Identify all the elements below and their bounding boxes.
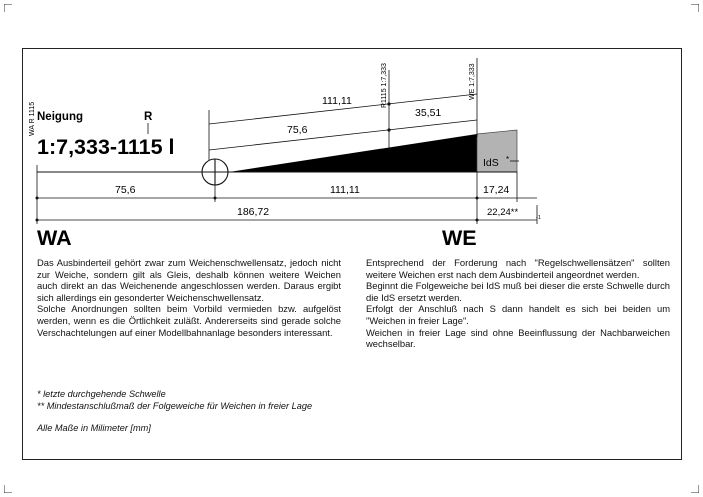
we-marker-label: WE 1:7,333 — [469, 63, 476, 100]
ids-label: IdS — [483, 157, 499, 169]
right-text-column — [366, 257, 670, 350]
we-label: WE — [442, 226, 477, 250]
dim-tick — [476, 219, 479, 222]
right-paragraph-2: Beginnt die Folgeweiche bei IdS muß bei dieser die erste Schwelle durch die IdS ersetzt werden. — [366, 280, 670, 303]
wa-label: WA — [37, 226, 72, 250]
dim-upper-right-label: 35,51 — [415, 107, 442, 119]
dim-upper-mid-label: 75,6 — [287, 124, 308, 136]
right-paragraph-3: Erfolgt der Anschluß nach S dann handelt es sich bei beiden um "Weichen in freier Lage". — [366, 303, 670, 326]
dim-total-label: 186,72 — [237, 206, 270, 218]
dim-tick — [387, 128, 390, 131]
footnote-units: Alle Maße in Milimeter [mm] — [37, 423, 151, 433]
r-label: R — [144, 111, 153, 123]
dim-tick — [214, 197, 217, 200]
wa-r-vertical-label: WA R 1115 — [29, 101, 36, 136]
dim-tick — [36, 219, 39, 222]
footnote-min-distance: ** Mindestanschlußmaß der Folgeweiche für Weichen in freier Lage — [37, 401, 313, 411]
dim-extra-sub-label: -1 — [536, 215, 541, 221]
dim-top-label: 111,11 — [322, 95, 352, 107]
dim-base-left-label: 75,6 — [115, 184, 136, 196]
left-paragraph-2: Solche Anordnungen sollten beim Vorbild vermieden bzw. aufgelöst werden, wenn es die Örtlichkeit zuläßt. Andererseits sind gerade solche Verschachtelungen auf einer Modellbahnanlage besonders interessant. — [37, 303, 341, 338]
r-marker-label: R1115 1:7,333 — [381, 63, 388, 108]
right-paragraph-1: Entsprechend der Forderung nach "Regelschwellensätzen" sollten weitere Weichen erst nach dem Ausbinderteil angeordnet werden. — [366, 257, 670, 280]
right-paragraph-4: Weichen in freier Lage sind ohne Beeinflussung der Nachbarweichen wechselbar. — [366, 326, 670, 350]
footnote-last-sleeper: * letzte durchgehende Schwelle — [37, 389, 166, 399]
dim-base-right-label: 17,24 — [483, 184, 510, 196]
dim-extra-label: 22,24** — [487, 207, 519, 218]
ids-star: * — [506, 155, 510, 164]
crop-mark-bottom-right — [691, 485, 699, 493]
neigung-label: Neigung — [37, 111, 83, 123]
dim-base-mid-label: 111,11 — [330, 184, 360, 196]
crop-mark-bottom-left — [4, 485, 12, 493]
main-formula: 1:7,333-1115 l — [37, 135, 175, 159]
left-text-column — [37, 257, 341, 338]
dim-tick — [476, 197, 479, 200]
dark-wedge — [229, 134, 477, 172]
dim-tick — [36, 197, 39, 200]
left-paragraph-1: Das Ausbinderteil gehört zwar zum Weichenschwellensatz, jedoch nicht zur Weiche, sondern gilt als Gleis, deshalb können weitere Weichen auch direkt an das Weichenende angeschlossen werden. Daraus ergibt sich allerdings ein gesonderter Weichenschwellensatz. — [37, 257, 341, 303]
